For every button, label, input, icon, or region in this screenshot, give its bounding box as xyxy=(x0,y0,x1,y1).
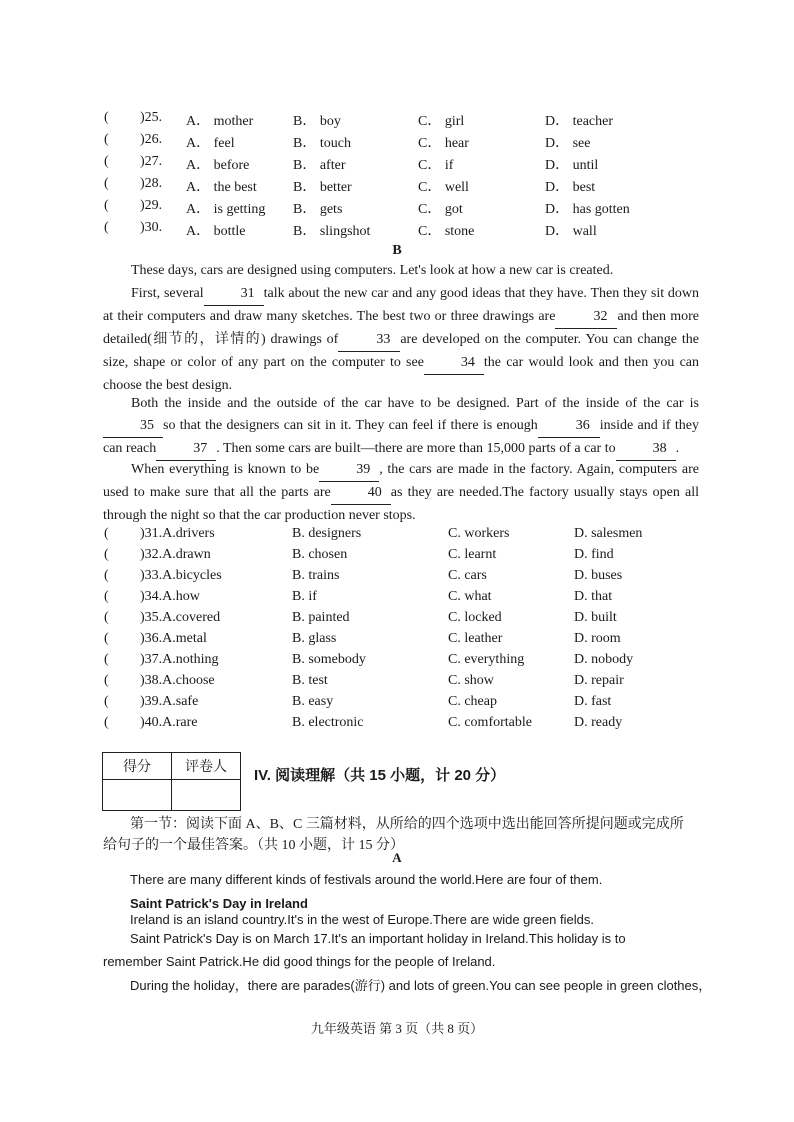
option-c: C. learnt xyxy=(448,547,497,562)
option-b: B． better xyxy=(293,180,352,195)
option-d: D. fast xyxy=(574,694,612,709)
blank-34[interactable]: 34 xyxy=(424,352,484,375)
passage-a-intro: There are many different kinds of festivals around the world.Here are four of them. xyxy=(130,872,603,887)
page-footer: 九年级英语 第 3 页（共 8 页） xyxy=(310,1021,484,1036)
option-b: B. easy xyxy=(292,694,334,709)
answer-bracket[interactable]: ( xyxy=(104,547,109,562)
passage-text: When everything is known to be xyxy=(131,462,320,477)
option-d: D. repair xyxy=(574,673,624,688)
option-c: C. cars xyxy=(448,568,487,583)
question-row xyxy=(0,631,794,653)
question-row xyxy=(0,176,794,198)
option-c: C. show xyxy=(448,673,494,688)
passage-a-line: Ireland is an island country.It's in the west of Europe.There are wide green fields. xyxy=(130,912,594,927)
question-row xyxy=(0,547,794,569)
option-b: B. designers xyxy=(292,526,362,541)
answer-bracket[interactable]: ( xyxy=(104,220,109,235)
passage-text: , the cars are made in the factory. Again, computers are used to make sure that all the parts are xyxy=(103,462,699,500)
option-d: D. that xyxy=(574,589,613,604)
question-row xyxy=(0,198,794,220)
blank-31[interactable]: 31 xyxy=(204,283,264,306)
question-row xyxy=(0,110,794,132)
option-d: D. salesmen xyxy=(574,526,643,541)
question-number: )28. xyxy=(140,176,163,191)
score-cell[interactable] xyxy=(103,780,172,811)
passage-text: and then more detailed(细节的，详情的) drawings of xyxy=(103,309,699,347)
question-row xyxy=(0,132,794,154)
option-d: D. nobody xyxy=(574,652,634,667)
option-d: D． wall xyxy=(545,224,597,239)
option-d: D. built xyxy=(574,610,617,625)
question-row xyxy=(0,715,794,737)
option-c: C． well xyxy=(418,180,469,195)
question-number: )29. xyxy=(140,198,163,213)
passage-text: so that the designers can sit in it. They can feel if there is enough xyxy=(163,418,538,433)
question-row xyxy=(0,154,794,176)
question-number-option-a: )33.A.bicycles xyxy=(140,568,222,583)
passage-b-paragraph-2 xyxy=(103,283,699,397)
blank-33[interactable]: 33 xyxy=(338,329,400,352)
blank-32[interactable]: 32 xyxy=(555,306,617,329)
passage-text: . xyxy=(675,441,680,456)
answer-bracket[interactable]: ( xyxy=(104,526,109,541)
answer-bracket[interactable]: ( xyxy=(104,198,109,213)
passage-text: inside and if they can reach xyxy=(103,418,700,456)
question-row xyxy=(0,652,794,674)
option-b: B． touch xyxy=(293,136,351,151)
option-c: C. comfortable xyxy=(448,715,532,730)
answer-bracket[interactable]: ( xyxy=(104,154,109,169)
option-d: D. room xyxy=(574,631,621,646)
option-b: B. electronic xyxy=(292,715,364,730)
passage-b-paragraph-4 xyxy=(103,459,699,527)
question-number: )30. xyxy=(140,220,163,235)
question-row xyxy=(0,694,794,716)
option-b: B. glass xyxy=(292,631,337,646)
passage-text: talk about the new car and any good ideas that they have. Then they sit down at their computers and draw many sketches. The best two or three drawings are xyxy=(103,286,699,324)
answer-bracket[interactable]: ( xyxy=(104,110,109,125)
passage-text: as they are needed.The factory usually stays open all through the night so that the car production never stops. xyxy=(103,485,699,523)
answer-bracket[interactable]: ( xyxy=(104,568,109,583)
question-number: )25. xyxy=(140,110,163,125)
passage-text: These days, cars are designed using computers. Let's look at how a new car is created. xyxy=(131,263,614,278)
option-d: D. ready xyxy=(574,715,623,730)
question-number-option-a: )36.A.metal xyxy=(140,631,207,646)
section-4-title: IV. 阅读理解（共 15 小题，计 20 分） xyxy=(254,767,506,784)
answer-bracket[interactable]: ( xyxy=(104,715,109,730)
grader-cell[interactable] xyxy=(172,780,241,811)
blank-35[interactable]: 35 xyxy=(103,415,163,438)
blank-39[interactable]: 39 xyxy=(319,459,379,482)
option-c: C． if xyxy=(418,158,454,173)
option-c: C． girl xyxy=(418,114,465,129)
option-b: B. painted xyxy=(292,610,350,625)
option-d: D． has gotten xyxy=(545,202,630,217)
passage-b-paragraph-1 xyxy=(103,260,699,282)
option-d: D． best xyxy=(545,180,596,195)
passage-text: are developed on the computer. You can change the size, shape or color of any part on the computer to see xyxy=(103,332,699,370)
question-row xyxy=(0,568,794,590)
option-b: B． slingshot xyxy=(293,224,371,239)
option-b: B. somebody xyxy=(292,652,366,667)
grader-label: 评卷人 xyxy=(172,753,241,780)
question-number-option-a: )37.A.nothing xyxy=(140,652,219,667)
answer-bracket[interactable]: ( xyxy=(104,176,109,191)
option-d: D． until xyxy=(545,158,599,173)
option-a: A． bottle xyxy=(186,224,246,239)
blank-37[interactable]: 37 xyxy=(156,438,216,461)
section-4-instruction-line2: 给句子的一个最佳答案。（共 10 小题，计 15 分） xyxy=(103,838,404,853)
option-c: C． got xyxy=(418,202,463,217)
answer-bracket[interactable]: ( xyxy=(104,610,109,625)
option-c: C． hear xyxy=(418,136,469,151)
section-b-heading: B xyxy=(392,243,402,258)
option-b: B． gets xyxy=(293,202,343,217)
option-d: D. buses xyxy=(574,568,623,583)
passage-text: First, several xyxy=(131,286,204,301)
option-b: B. if xyxy=(292,589,317,604)
option-b: B. trains xyxy=(292,568,340,583)
option-b: B． boy xyxy=(293,114,341,129)
question-row xyxy=(0,589,794,611)
question-row xyxy=(0,610,794,632)
question-number-option-a: )38.A.choose xyxy=(140,673,215,688)
question-number-option-a: )32.A.drawn xyxy=(140,547,211,562)
option-d: D. find xyxy=(574,547,614,562)
passage-text: . Then some cars are built—there are more than 15,000 parts of a car to xyxy=(216,441,616,456)
option-c: C． stone xyxy=(418,224,475,239)
option-b: B． after xyxy=(293,158,346,173)
blank-40[interactable]: 40 xyxy=(331,482,391,505)
option-b: B. test xyxy=(292,673,328,688)
question-row xyxy=(0,673,794,695)
option-c: C. what xyxy=(448,589,492,604)
option-a: A． feel xyxy=(186,136,235,151)
question-number: )26. xyxy=(140,132,163,147)
question-number-option-a: )40.A.rare xyxy=(140,715,198,730)
blank-38[interactable]: 38 xyxy=(616,438,676,461)
score-box xyxy=(102,752,241,811)
question-number-option-a: )35.A.covered xyxy=(140,610,221,625)
option-c: C. locked xyxy=(448,610,502,625)
option-a: A． mother xyxy=(186,114,254,129)
passage-a-line: remember Saint Patrick.He did good things for the people of Ireland. xyxy=(103,954,496,969)
option-c: C. cheap xyxy=(448,694,497,709)
option-c: C. workers xyxy=(448,526,510,541)
answer-bracket[interactable]: ( xyxy=(104,673,109,688)
question-row xyxy=(0,220,794,242)
passage-a-line: During the holiday，there are parades(游行) and lots of green.You can see people in green clothes， xyxy=(130,978,712,993)
answer-bracket[interactable]: ( xyxy=(104,631,109,646)
question-number: )27. xyxy=(140,154,163,169)
answer-bracket[interactable]: ( xyxy=(104,694,109,709)
passage-a-label: A xyxy=(392,850,402,865)
question-row xyxy=(0,526,794,548)
option-a: A． the best xyxy=(186,180,257,195)
option-d: D． teacher xyxy=(545,114,614,129)
passage-b-paragraph-3 xyxy=(103,393,699,461)
option-c: C. leather xyxy=(448,631,503,646)
question-number-option-a: )39.A.safe xyxy=(140,694,199,709)
answer-bracket[interactable]: ( xyxy=(104,652,109,667)
blank-36[interactable]: 36 xyxy=(538,415,600,438)
passage-a-line: Saint Patrick's Day is on March 17.It's an important holiday in Ireland.This holiday is to xyxy=(130,931,626,946)
option-c: C. everything xyxy=(448,652,525,667)
question-number-option-a: )31.A.drivers xyxy=(140,526,215,541)
section-4-instruction-line1: 第一节：阅读下面 A、B、C 三篇材料，从所给的四个选项中选出能回答所提问题或完成所 xyxy=(130,817,684,832)
passage-text: the car would look and then you can choose the best design. xyxy=(103,355,700,393)
question-number-option-a: )34.A.how xyxy=(140,589,200,604)
answer-bracket[interactable]: ( xyxy=(104,132,109,147)
option-b: B. chosen xyxy=(292,547,348,562)
score-label: 得分 xyxy=(103,753,172,780)
passage-text: Both the inside and the outside of the car have to be designed. Part of the inside of the car is xyxy=(131,396,699,411)
option-a: A． is getting xyxy=(186,202,266,217)
answer-bracket[interactable]: ( xyxy=(104,589,109,604)
option-d: D． see xyxy=(545,136,591,151)
passage-a-subtitle: Saint Patrick's Day in Ireland xyxy=(130,896,308,911)
option-a: A． before xyxy=(186,158,250,173)
